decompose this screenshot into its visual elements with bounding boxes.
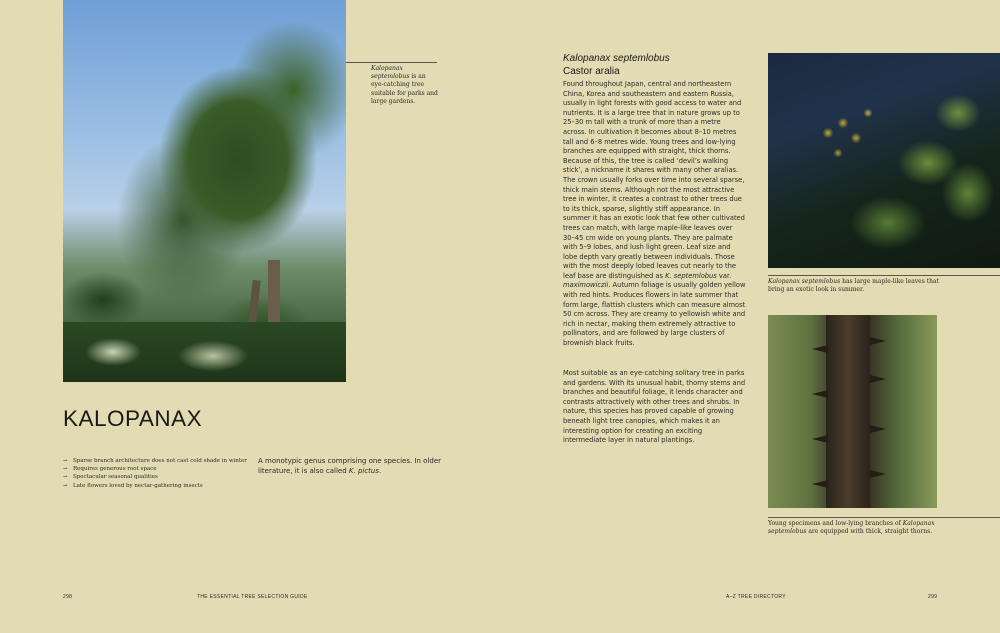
thorn: [812, 480, 828, 488]
feature-item: → Requires generous root space: [63, 466, 157, 473]
thorn: [812, 435, 828, 443]
running-title-left: THE ESSENTIAL TREE SELECTION GUIDE: [197, 594, 308, 600]
caption-rule: [768, 275, 1000, 276]
thorn: [870, 337, 886, 345]
thorn: [870, 375, 886, 383]
intro-italic: K. pictus: [348, 467, 380, 475]
tree-photo: [63, 0, 346, 382]
thorns-photo: [768, 315, 937, 508]
arrow-icon: →: [63, 474, 68, 481]
arrow-icon: →: [63, 458, 68, 464]
genus-intro: A monotypic genus comprising one species. In older literature, it is also called K. pictus.: [258, 457, 442, 475]
genus-title: KALOPANAX: [63, 406, 203, 431]
running-title-right: A–Z TREE DIRECTORY: [726, 594, 786, 600]
thorn: [870, 470, 886, 478]
thorn: [870, 425, 886, 433]
species-usage: Most suitable as an eye-catching solitary tree in parks and gardens. With its unusual habit, thorny stems and branches and beautiful foliage, it lends character and contrasts attractively with other trees and shrubs. In nature, this species has proved capable of growing beneath light tree canopies, which makes it an interesting option for creating an exciting intermediate layer in natural plantings.: [563, 369, 746, 445]
species-latin-name: Kalopanax septemlobus: [563, 53, 670, 64]
thorns-photo-caption: Young specimens and low-lying branches of Kalopanax septemlobus are equipped with thick, straight thorns.: [768, 520, 935, 536]
thorn: [812, 390, 828, 398]
leaves-photo-caption: Kalopanax septemlobus has large maple-like leaves that bring an exotic look in summer.: [768, 278, 939, 294]
arrow-icon: →: [63, 482, 68, 489]
page-number-left: 298: [63, 594, 73, 600]
feature-item: → Late flowers loved by nectar-gathering insects: [63, 482, 203, 489]
tree-photo-caption: [371, 65, 439, 106]
species-common-name: Castor aralia: [563, 66, 620, 77]
page-number-right: 299: [928, 594, 938, 600]
feature-item: → Spectacular seasonal qualities: [63, 474, 158, 481]
caption-rule: [346, 62, 437, 63]
arrow-icon: →: [63, 466, 68, 473]
thorn: [812, 345, 828, 353]
feature-list: [63, 457, 247, 490]
caption-species-italic: Kalopanax septemlobus: [371, 65, 410, 81]
caption-rule: [768, 517, 1000, 518]
species-description: Found throughout Japan, central and northeastern China, Korea and southeastern and eastern Russia, usually in light forests with good access to water and nutrients. It is a large tree that in nature grows up to 25–30 m tall with a trunk of more than a metre across. In cultivation it becomes about 8–10 metres tall and 6–8 metres wide. Young trees and low-lying branches are equipped with straight, thick thorns. Because of this, the tree is called ‘devil’s walking stick’, a nickname it shares with many other aralias. The crown usually forks over time into several sparse, thick main stems. Although not the most attractive tree in winter, it creates a contrast to other trees due to its thick, sparse, slightly stiff appearance. In summer it has an exotic look that few other cultivated trees can match, with large maple-like leaves over 30–45 cm wide on young plants. They are palmate with 5–9 lobes, and lush light green. Leaf size and lobe depth vary greatly between individuals. Those with the most deeply lobed leaves cut nearly to the leaf base are distinguished as K. septemlobus var. maximowiczii. Autumn foliage is usually golden yellow with red hints. Produces flowers in late summer that form large, flattish clusters which can measure almost 50 cm across. They are creamy to yellowish white and rich in nectar, making them extremely attractive to pollinators, and are followed by large clusters of brownish black fruits.: [563, 80, 746, 348]
feature-item: → Sparse branch architecture does not cast cold shade in winter: [63, 458, 247, 464]
foreground-shrubs: [63, 322, 346, 382]
leaves-photo: [768, 53, 1000, 268]
caption-text: is an eye-catching tree suitable for parks and large gardens.: [371, 73, 438, 105]
thorny-stem: [826, 315, 870, 508]
